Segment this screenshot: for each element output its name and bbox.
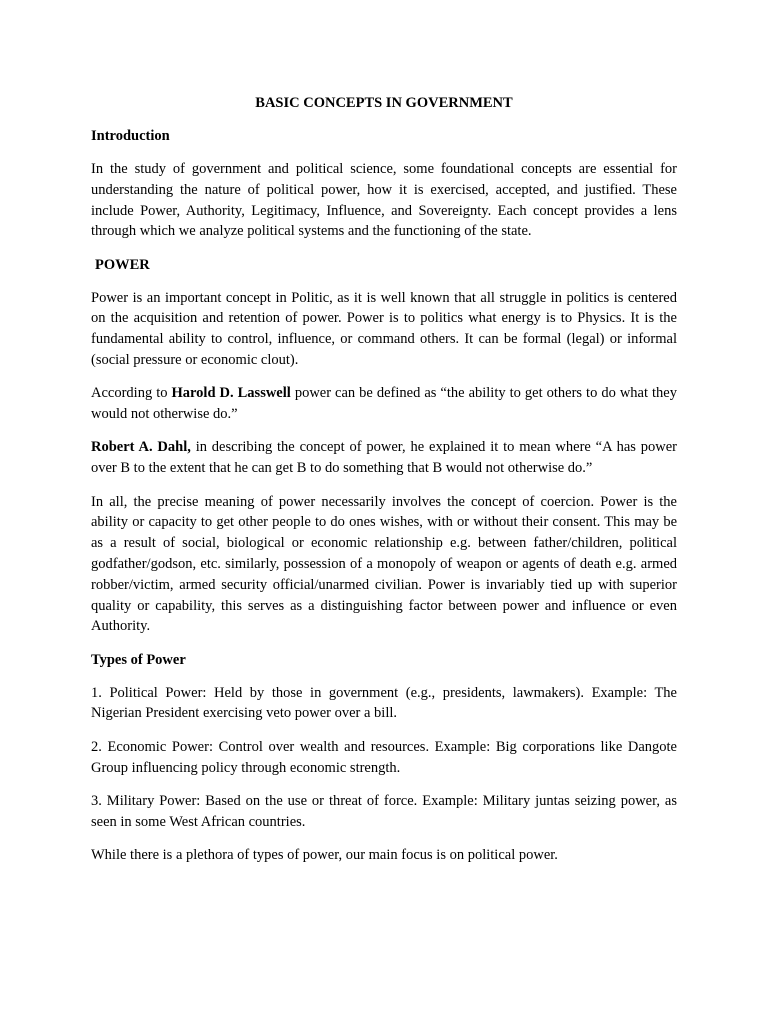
types-of-power-heading: Types of Power: [91, 651, 186, 668]
coercion-paragraph: In all, the precise meaning of power necessarily involves the concept of coercion. Power is the ability or capacity to get other people to do ones wishes, with or without their consent. This may be as a result of social, biological or economic relationship e.g. between father/children, political godfather/godson, etc. similarly, possession of a monopoly of weapon or agents of death e.g. armed robber/victim, armed security official/unarmed civilian. Power is invariably tied up with superior quality or capability, this serves as a distinguishing factor between power and influence or even Authority.: [91, 493, 677, 635]
introduction-paragraph: In the study of government and political science, some foundational concepts are essential for understanding the nature of political power, how it is exercised, accepted, and justified. These include Power, Authority, Legitimacy, Influence, and Sovereignty. Each concept provides a lens through which we analyze political systems and the functioning of the state.: [91, 161, 677, 240]
lasswell-paragraph: [91, 383, 677, 425]
power-definition-paragraph: Power is an important concept in Politic, as it is well known that all struggle in politics is centered on the acquisition and retention of power. Power is to politics what energy is to Physics. It is the fundamental ability to control, influence, or command others. It can be formal (legal) or informal (social pressure or economic clout).: [91, 289, 677, 369]
dahl-paragraph: [91, 437, 677, 479]
dahl-name: Robert A. Dahl,: [91, 439, 191, 456]
type-item-military: 3. Military Power: Based on the use or threat of force. Example: Military juntas seizing power, as seen in some West African countries.: [91, 792, 677, 830]
lasswell-definition: power can be defined as “the ability to get others to do what they would not otherwise do.”: [91, 385, 677, 423]
power-heading: POWER: [95, 256, 150, 273]
document-title: BASIC CONCEPTS IN GOVERNMENT: [255, 95, 513, 111]
type-item-economic: 2. Economic Power: Control over wealth and resources. Example: Big corporations like Dangote Group influencing policy through economic strength.: [91, 738, 677, 776]
introduction-heading: Introduction: [91, 128, 170, 144]
closing-paragraph: While there is a plethora of types of power, our main focus is on political power.: [91, 846, 558, 863]
type-item-political: 1. Political Power: Held by those in government (e.g., presidents, lawmakers). Example: The Nigerian President exercising veto power over a bill.: [91, 684, 677, 722]
lasswell-prefix: According to: [91, 385, 172, 402]
dahl-definition: in describing the concept of power, he explained it to mean where “A has power over B to the extent that he can get B to do something that B would not otherwise do.”: [91, 439, 677, 477]
lasswell-name: Harold D. Lasswell: [171, 385, 291, 402]
